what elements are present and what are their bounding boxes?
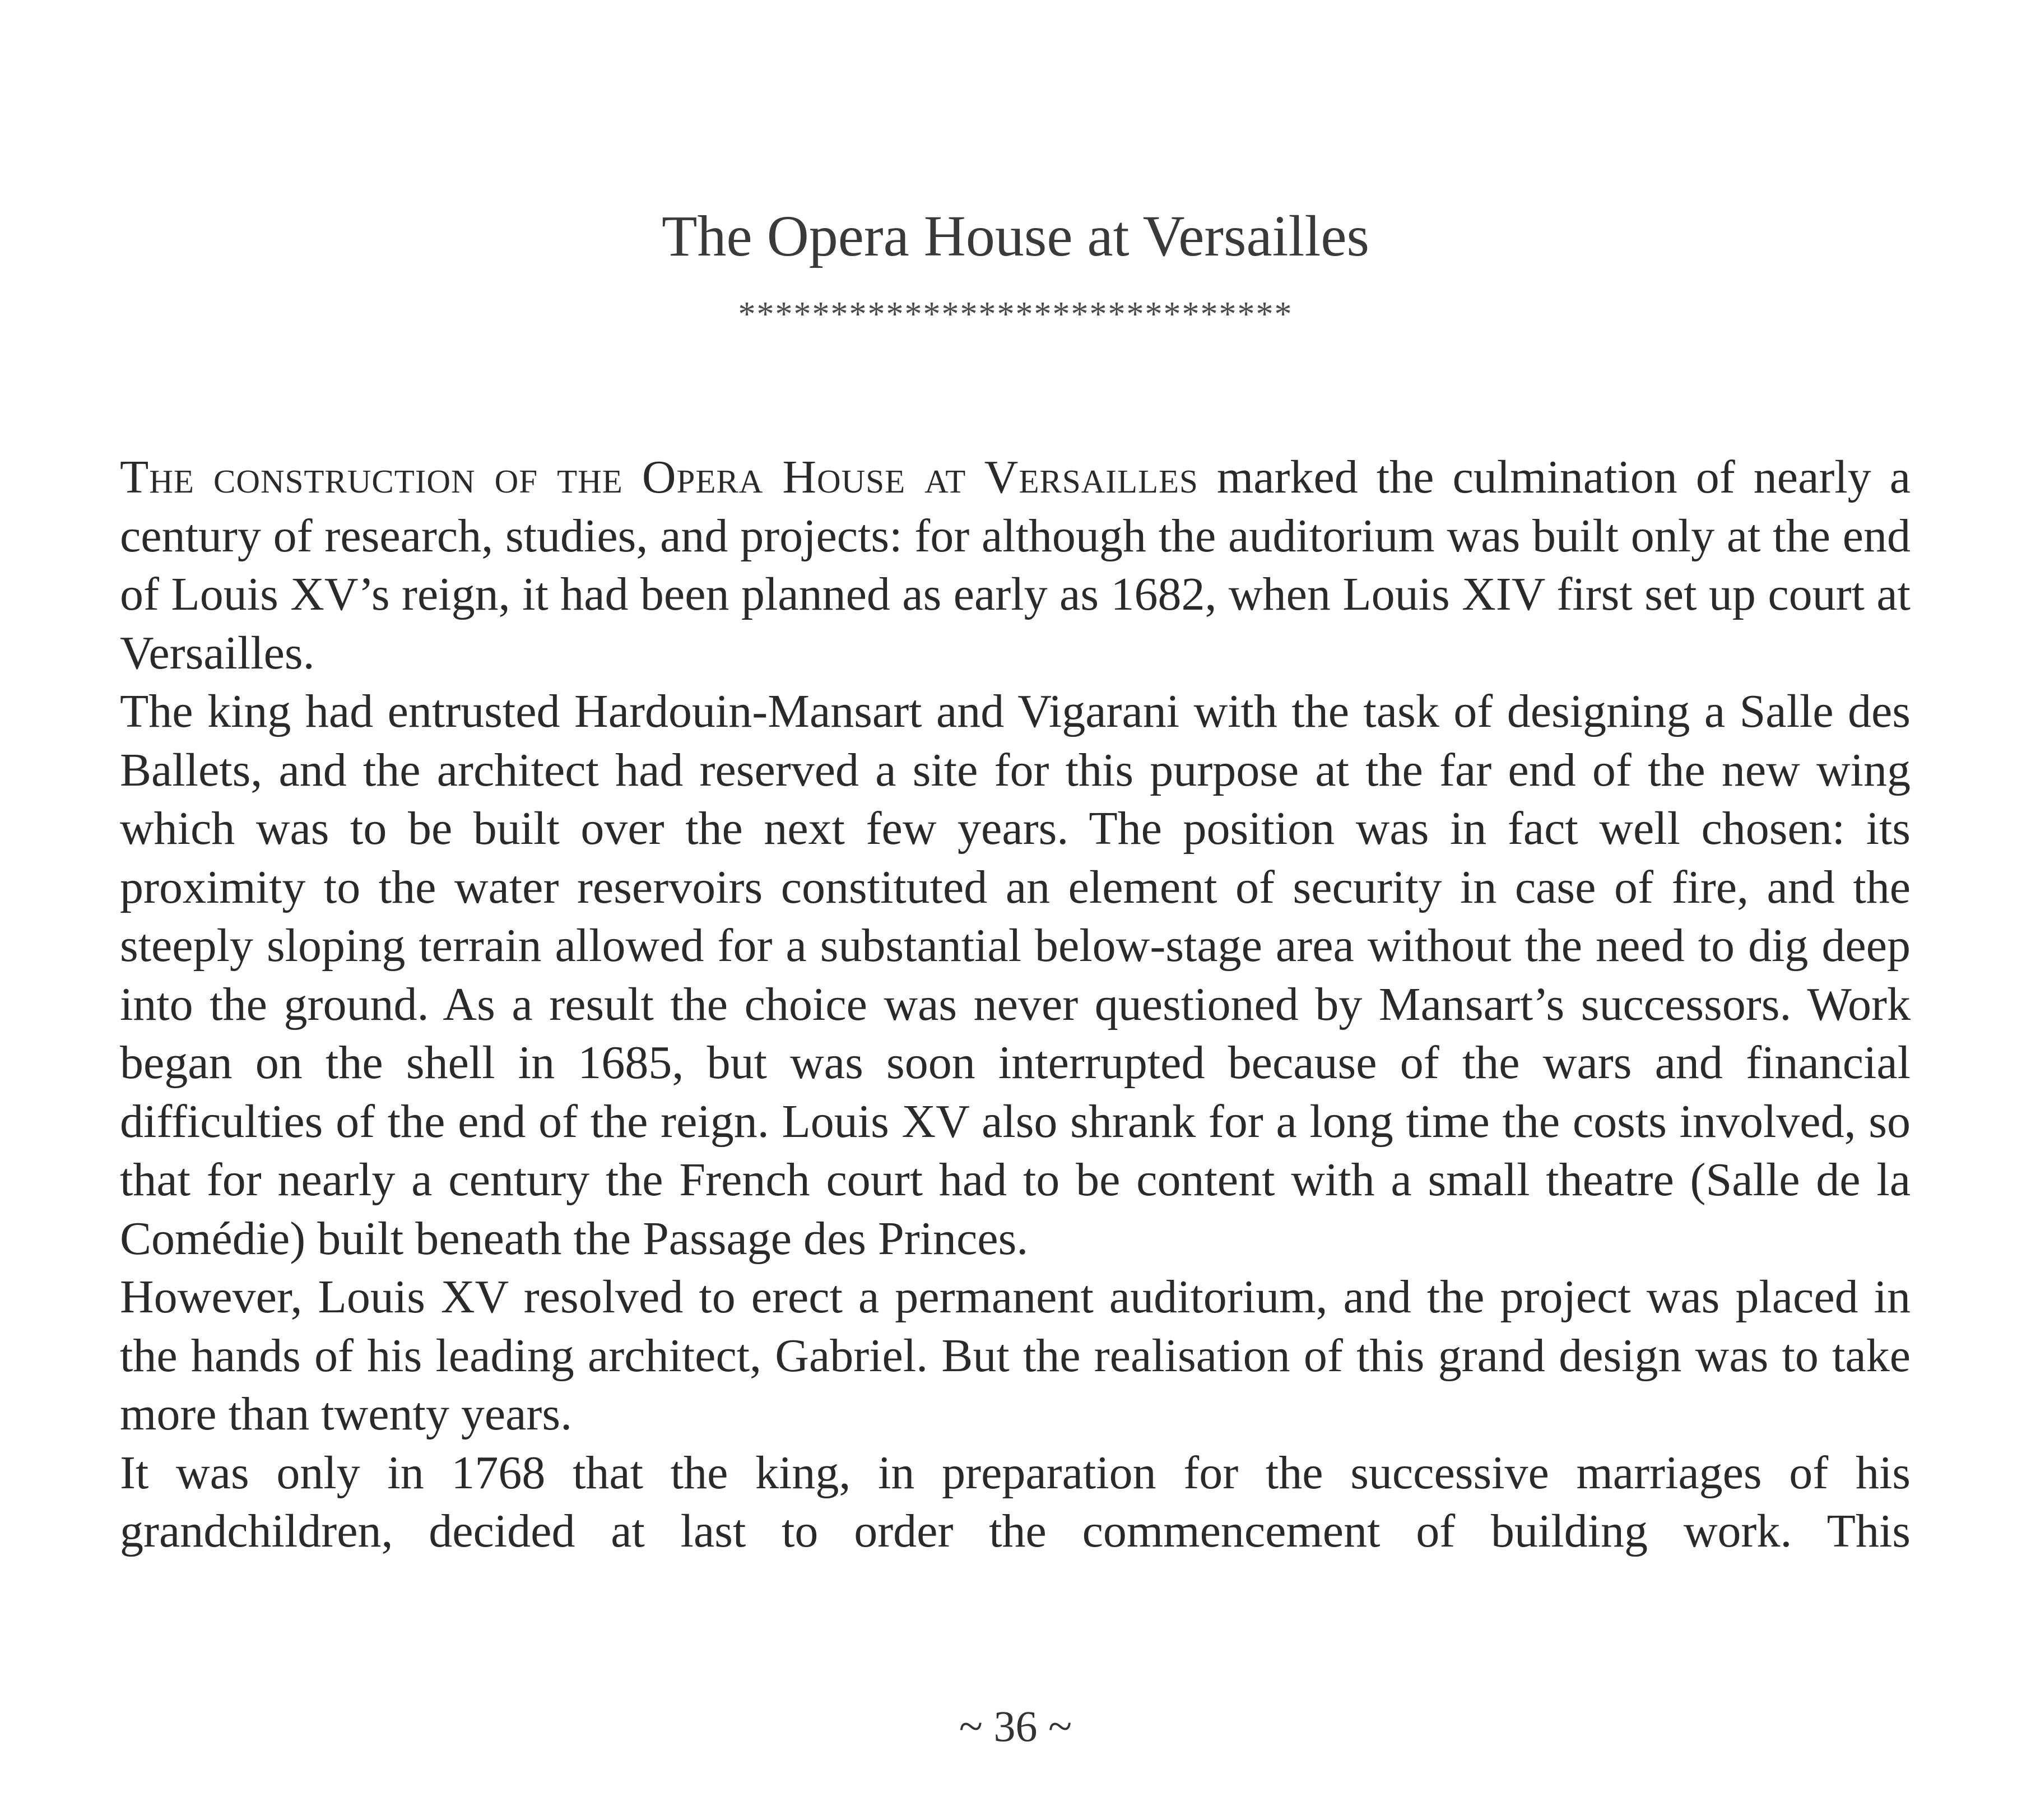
paragraph	[120, 682, 1911, 1268]
paragraph-text: However, Louis XV resolved to erect a permanent auditorium, and the project was placed in the hands of his leading architect, Gabriel. But the realisation of this grand design was to take more than twenty years.	[120, 1271, 1911, 1440]
ornamental-divider: ******************************	[738, 295, 1293, 333]
paragraph-text: It was only in 1768 that the king, in preparation for the successive marriages of his grandchildren, decided at last to order the commencement of building work. This	[120, 1446, 1911, 1557]
chapter-title: The Opera House at Versailles	[662, 204, 1369, 268]
paragraph	[120, 448, 1911, 682]
page-number: ~ 36 ~	[959, 1702, 1072, 1751]
paragraph-text: marked the culmination of nearly a century of research, studies, and projects: for although the auditorium was built only at the end of Louis XV’s reign, it had been planned as early as 1682, when Louis XIV first set up court at Versailles.	[120, 451, 1911, 679]
paragraph-lead-smallcaps: The construction of the Opera House at Versailles	[120, 451, 1198, 503]
paragraph-text: The king had entrusted Hardouin-Mansart and Vigarani with the task of designing a Salle des Ballets, and the architect had reserved a site for this purpose at the far end of the new wing which was to be built over the next few years. The position was in fact well chosen: its proximity to the water reservoirs constituted an element of security in case of fire, and the steeply sloping terrain allowed for a substantial below-stage area without the need to dig deep into the ground. As a result the choice was never questioned by Mansart’s successors. Work began on the shell in 1685, but was soon interrupted because of the wars and financial difficulties of the end of the reign. Louis XV also shrank for a long time the costs involved, so that for nearly a century the French court had to be content with a small theatre (Salle de la Comédie) built beneath the Passage des Princes.	[120, 685, 1911, 1265]
body-text	[120, 448, 1911, 1561]
paragraph	[120, 1444, 1911, 1561]
paragraph	[120, 1268, 1911, 1444]
